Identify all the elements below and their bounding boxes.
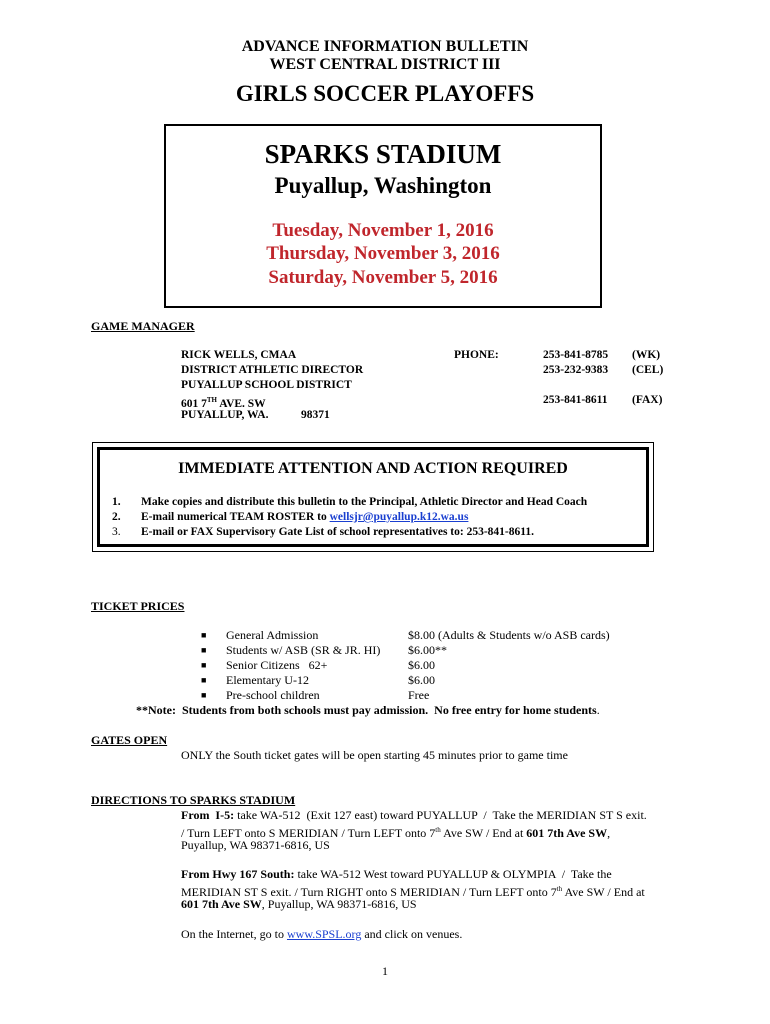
attention-item-3: E-mail or FAX Supervisory Gate List of school representatives to: 253-841-8611. [141, 526, 534, 538]
directions-heading: DIRECTIONS TO SPARKS STADIUM [91, 793, 296, 807]
bullet-icon: ■ [201, 675, 207, 685]
directions-i5-line2: / Turn LEFT onto S MERIDIAN / Turn LEFT onto 7th Ave SW / End at 601 7th Ave SW, [181, 826, 611, 840]
ticket-label-preschool: Pre-school children [226, 688, 320, 702]
attention-title: IMMEDIATE ATTENTION AND ACTION REQUIRED [178, 460, 568, 477]
bullet-icon: ■ [201, 660, 207, 670]
ticket-label-elementary: Elementary U-12 [226, 673, 309, 687]
date-1: Tuesday, November 1, 2016 [272, 220, 494, 241]
stadium-name: SPARKS STADIUM [264, 139, 502, 169]
ticket-price-elementary: $6.00 [408, 673, 435, 687]
directions-167-line3: 601 7th Ave SW, Puyallup, WA 98371-6816, US [181, 897, 417, 911]
attention-num-2: 2. [112, 511, 121, 523]
manager-zip: 98371 [301, 409, 330, 421]
bullet-icon: ■ [201, 645, 207, 655]
ticket-label-general: General Admission [226, 628, 319, 642]
ticket-price-preschool: Free [408, 688, 430, 702]
phone-cell: 253-232-9383 [543, 364, 609, 376]
directions-i5-line3: Puyallup, WA 98371-6816, US [181, 838, 330, 852]
ticket-price-seniors: $6.00 [408, 658, 435, 672]
directions-167-line1: From Hwy 167 South: take WA-512 West toward PUYALLUP & OLYMPIA / Take the [181, 867, 612, 881]
date-2: Thursday, November 3, 2016 [266, 243, 500, 264]
phone-work-type: (WK) [632, 349, 661, 361]
phone-cell-type: (CEL) [632, 364, 664, 376]
stadium-city: Puyallup, Washington [274, 173, 492, 198]
directions-internet: On the Internet, go to www.SPSL.org and click on venues. [181, 927, 463, 941]
ticket-label-students: Students w/ ASB (SR & JR. HI) [226, 643, 381, 657]
bulletin-title: ADVANCE INFORMATION BULLETIN [241, 38, 529, 55]
ticket-price-students: $6.00** [408, 643, 447, 657]
attention-item-2: E-mail numerical TEAM ROSTER to wellsjr@puyallup.k12.wa.us [141, 511, 469, 523]
bullet-icon: ■ [201, 630, 207, 640]
manager-address: 601 7TH AVE. SW [181, 396, 266, 410]
ticket-price-general: $8.00 (Adults & Students w/o ASB cards) [408, 628, 610, 642]
district-title: WEST CENTRAL DISTRICT III [269, 56, 501, 73]
bullet-icon: ■ [201, 690, 207, 700]
date-3: Saturday, November 5, 2016 [268, 267, 498, 288]
gates-open-heading: GATES OPEN [91, 733, 168, 747]
game-manager-heading: GAME MANAGER [91, 319, 195, 333]
gates-open-text: ONLY the South ticket gates will be open starting 45 minutes prior to game time [181, 748, 568, 762]
ticket-label-seniors: Senior Citizens 62+ [226, 658, 328, 672]
ticket-prices-heading: TICKET PRICES [91, 599, 185, 613]
manager-title: DISTRICT ATHLETIC DIRECTOR [181, 364, 364, 376]
directions-167-line2: MERIDIAN ST S exit. / Turn RIGHT onto S MERIDIAN / Turn LEFT onto 7th Ave SW / End at [181, 885, 645, 899]
phone-fax: 253-841-8611 [543, 394, 608, 406]
manager-name: RICK WELLS, CMAA [181, 349, 297, 361]
ticket-note: **Note: Students from both schools must pay admission. No free entry for home students. [136, 703, 600, 717]
manager-org: PUYALLUP SCHOOL DISTRICT [181, 379, 352, 391]
directions-i5-line1: From I-5: take WA-512 (Exit 127 east) toward PUYALLUP / Take the MERIDIAN ST S exit. [181, 808, 647, 822]
spsl-website-link[interactable]: www.SPSL.org [286, 927, 362, 941]
phone-label: PHONE: [454, 349, 499, 361]
manager-city: PUYALLUP, WA. [181, 409, 269, 421]
attention-num-3: 3. [112, 526, 121, 538]
event-title: GIRLS SOCCER PLAYOFFS [235, 81, 535, 106]
page-number: 1 [382, 964, 388, 978]
attention-num-1: 1. [112, 496, 121, 508]
phone-work: 253-841-8785 [543, 349, 609, 361]
attention-item-1: Make copies and distribute this bulletin to the Principal, Athletic Director and Head Coach [141, 496, 588, 508]
roster-email-link[interactable]: wellsjr@puyallup.k12.wa.us [329, 511, 469, 523]
phone-fax-type: (FAX) [632, 394, 663, 406]
